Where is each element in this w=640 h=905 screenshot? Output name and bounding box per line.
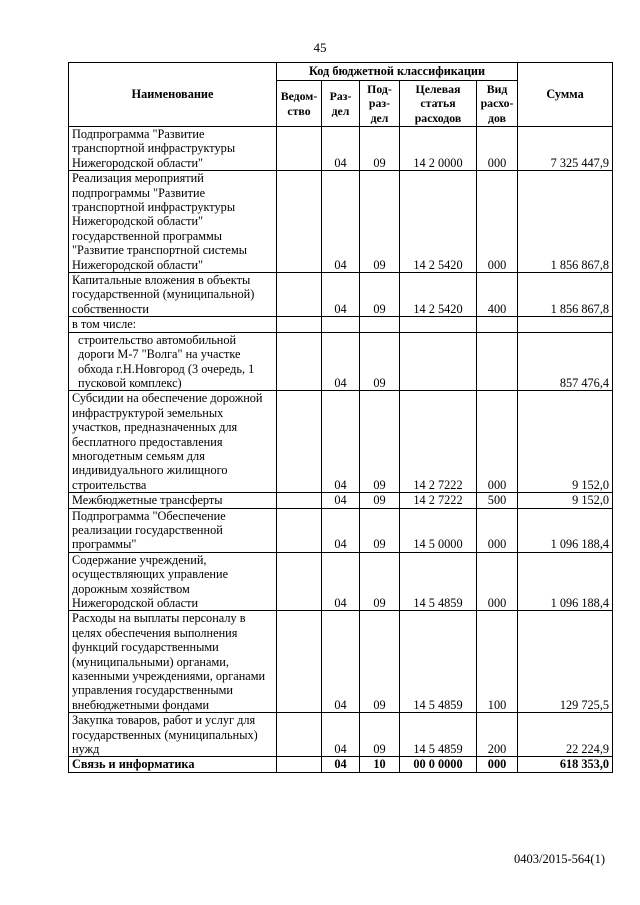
row-vedomstvo xyxy=(277,508,322,552)
row-vedomstvo xyxy=(277,391,322,493)
row-vid: 000 xyxy=(477,508,518,552)
row-celevaya: 00 0 0000 xyxy=(400,757,477,772)
row-vedomstvo xyxy=(277,552,322,611)
table-row xyxy=(69,493,613,508)
row-vedomstvo xyxy=(277,713,322,757)
row-summa: 857 476,4 xyxy=(518,332,613,391)
row-summa: 618 353,0 xyxy=(518,757,613,772)
row-podrazdel: 09 xyxy=(360,332,400,391)
row-vid: 400 xyxy=(477,273,518,317)
row-name: Закупка товаров, работ и услуг для государственных (муниципальных) нужд xyxy=(69,713,277,757)
row-razdel: 04 xyxy=(322,332,360,391)
row-vid: 200 xyxy=(477,713,518,757)
header-celevaya: Целевая статья расходов xyxy=(400,81,477,127)
row-summa xyxy=(518,317,613,332)
row-vedomstvo xyxy=(277,273,322,317)
row-celevaya: 14 2 7222 xyxy=(400,493,477,508)
row-summa: 1 096 188,4 xyxy=(518,508,613,552)
row-name: Капитальные вложения в объекты государственной (муниципальной) собственности xyxy=(69,273,277,317)
row-vid: 100 xyxy=(477,611,518,713)
row-name: Содержание учреждений, осуществляющих управление дорожным хозяйством Нижегородской области xyxy=(69,552,277,611)
row-name: Межбюджетные трансферты xyxy=(69,493,277,508)
row-summa: 9 152,0 xyxy=(518,493,613,508)
row-vid: 000 xyxy=(477,127,518,171)
table-row xyxy=(69,171,613,273)
header-podrazdel: Под-раз-дел xyxy=(360,81,400,127)
row-summa: 9 152,0 xyxy=(518,391,613,493)
header-vedomstvo: Ведом-ство xyxy=(277,81,322,127)
row-celevaya: 14 2 5420 xyxy=(400,171,477,273)
row-celevaya: 14 2 7222 xyxy=(400,391,477,493)
row-summa: 7 325 447,9 xyxy=(518,127,613,171)
row-vedomstvo xyxy=(277,493,322,508)
row-razdel: 04 xyxy=(322,493,360,508)
row-vid xyxy=(477,332,518,391)
budget-table xyxy=(68,62,613,773)
row-celevaya: 14 2 5420 xyxy=(400,273,477,317)
row-podrazdel: 09 xyxy=(360,611,400,713)
row-podrazdel: 09 xyxy=(360,127,400,171)
row-name: Связь и информатика xyxy=(69,757,277,772)
row-summa: 129 725,5 xyxy=(518,611,613,713)
row-name: Подпрограмма "Обеспечение реализации государственной программы" xyxy=(69,508,277,552)
row-razdel: 04 xyxy=(322,273,360,317)
row-podrazdel: 09 xyxy=(360,391,400,493)
header-name: Наименование xyxy=(69,63,277,127)
row-razdel: 04 xyxy=(322,713,360,757)
row-podrazdel: 09 xyxy=(360,273,400,317)
header-summa: Сумма xyxy=(518,63,613,127)
row-podrazdel: 09 xyxy=(360,171,400,273)
row-celevaya: 14 5 0000 xyxy=(400,508,477,552)
row-podrazdel: 09 xyxy=(360,508,400,552)
row-summa: 1 856 867,8 xyxy=(518,171,613,273)
row-podrazdel: 09 xyxy=(360,493,400,508)
table-row xyxy=(69,552,613,611)
row-podrazdel: 10 xyxy=(360,757,400,772)
table-row xyxy=(69,317,613,332)
table-row xyxy=(69,391,613,493)
row-summa: 1 856 867,8 xyxy=(518,273,613,317)
row-razdel: 04 xyxy=(322,391,360,493)
row-vid: 000 xyxy=(477,171,518,273)
table-row xyxy=(69,332,613,391)
row-celevaya: 14 2 0000 xyxy=(400,127,477,171)
row-razdel: 04 xyxy=(322,552,360,611)
row-podrazdel: 09 xyxy=(360,713,400,757)
row-name: строительство автомобильной дороги М-7 "Волга" на участке обхода г.Н.Новгород (3 очередь, 1 пусковой комплекс) xyxy=(69,332,277,391)
table-row xyxy=(69,611,613,713)
row-vid: 000 xyxy=(477,552,518,611)
row-razdel xyxy=(322,317,360,332)
header-vid: Вид расхо-дов xyxy=(477,81,518,127)
row-name: в том числе: xyxy=(69,317,277,332)
row-vedomstvo xyxy=(277,611,322,713)
row-name: Расходы на выплаты персоналу в целях обеспечения выполнения функций государственными (муниципальными) органами, казенными учреждениями, органами управления государственными внебюджетными фондами xyxy=(69,611,277,713)
row-vid: 500 xyxy=(477,493,518,508)
table-row xyxy=(69,713,613,757)
row-podrazdel: 09 xyxy=(360,552,400,611)
row-celevaya xyxy=(400,317,477,332)
table-row xyxy=(69,757,613,772)
row-podrazdel xyxy=(360,317,400,332)
row-vedomstvo xyxy=(277,171,322,273)
row-name: Подпрограмма "Развитие транспортной инфраструктуры Нижегородской области" xyxy=(69,127,277,171)
row-celevaya xyxy=(400,332,477,391)
row-celevaya: 14 5 4859 xyxy=(400,552,477,611)
row-vid: 000 xyxy=(477,391,518,493)
row-razdel: 04 xyxy=(322,508,360,552)
row-razdel: 04 xyxy=(322,611,360,713)
row-razdel: 04 xyxy=(322,127,360,171)
header-razdel: Раз-дел xyxy=(322,81,360,127)
table-row xyxy=(69,127,613,171)
row-vedomstvo xyxy=(277,127,322,171)
row-vid: 000 xyxy=(477,757,518,772)
row-vedomstvo xyxy=(277,757,322,772)
header-code-group: Код бюджетной классификации xyxy=(277,63,518,81)
row-vid xyxy=(477,317,518,332)
row-razdel: 04 xyxy=(322,757,360,772)
page-number: 45 xyxy=(313,40,327,55)
row-razdel: 04 xyxy=(322,171,360,273)
table-row xyxy=(69,273,613,317)
row-vedomstvo xyxy=(277,317,322,332)
row-name: Реализация мероприятий подпрограммы "Развитие транспортной инфраструктуры Нижегородской области" государственной программы "Развитие транспортной системы Нижегородской области" xyxy=(69,171,277,273)
row-vedomstvo xyxy=(277,332,322,391)
row-summa: 1 096 188,4 xyxy=(518,552,613,611)
table-row xyxy=(69,508,613,552)
row-name: Субсидии на обеспечение дорожной инфраструктурой земельных участков, предназначенных для бесплатного предоставления многодетным семьям для индивидуального жилищного строительства xyxy=(69,391,277,493)
row-summa: 22 224,9 xyxy=(518,713,613,757)
row-celevaya: 14 5 4859 xyxy=(400,713,477,757)
row-celevaya: 14 5 4859 xyxy=(400,611,477,713)
document-code: 0403/2015-564(1) xyxy=(514,852,605,866)
